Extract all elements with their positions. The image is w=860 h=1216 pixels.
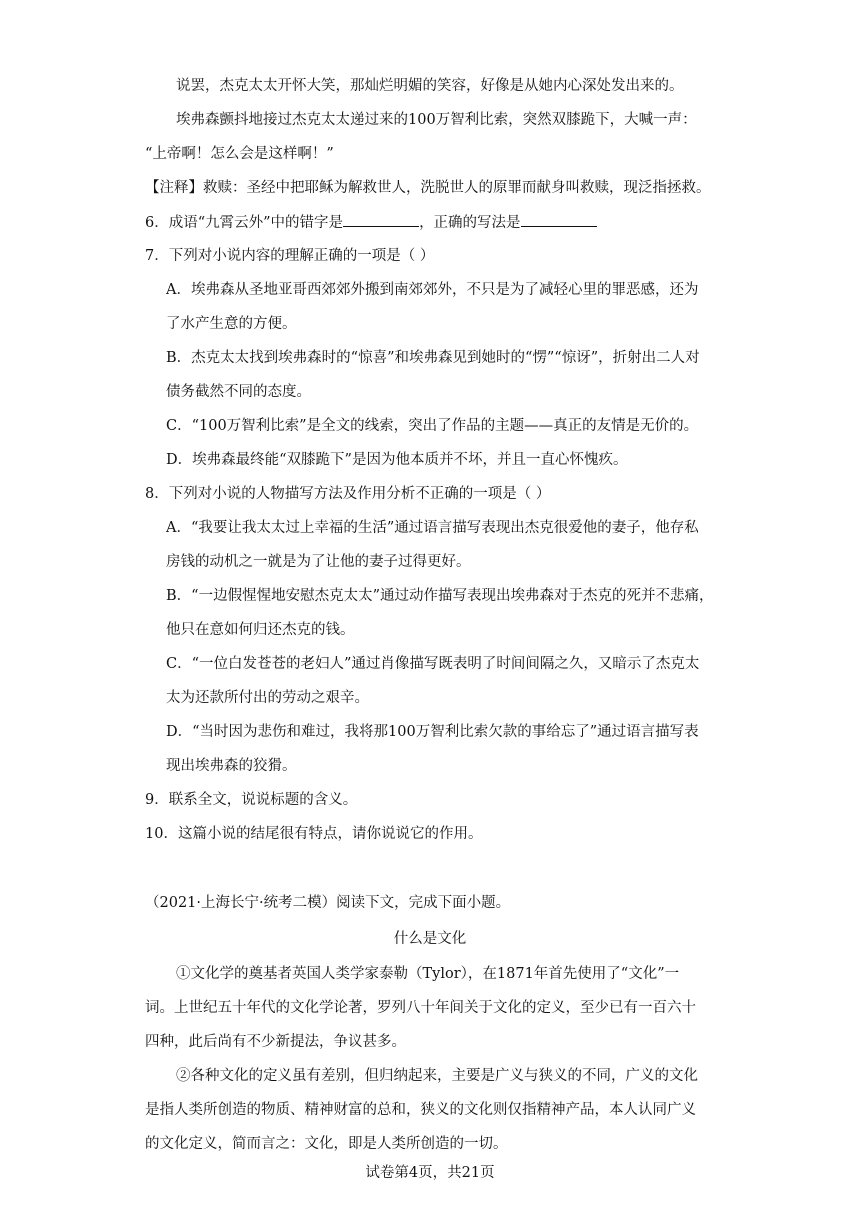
article-p2-line1: ②各种文化的定义虽有差别，但归纳起来，主要是广义与狭义的不同，广义的文化 [176,1068,698,1084]
article-p1-line2: 词。上世纪五十年代的文化学论著，罗列八十年间关于文化的定义，至少已有一百六十 [145,1000,696,1016]
answer-blank-2[interactable] [521,212,597,227]
section-instruction: 阅读下文，完成下面小题。 [336,895,511,911]
page-footer: 试卷第4页，共21页 [365,1165,495,1181]
question-10: 10．这篇小说的结尾很有特点，请你说说它的作用。 [145,826,483,842]
article-p2-line3: 的文化定义，简而言之：文化，即是人类所创造的一切。 [145,1136,508,1152]
question-8-option-d-line1: D．“当时因为悲伤和难过，我将那100万智利比索欠款的事给忘了”通过语言描写表 [166,724,699,740]
section-source: （2021·上海长宁·统考二模） [145,895,337,911]
article-title: 什么是文化 [393,931,467,947]
question-8-option-c-line2: 太为还款所付出的劳动之艰辛。 [166,690,369,706]
section-header [145,893,510,913]
question-6-part2: ，正确的写法是 [419,215,521,231]
question-8-option-b-line1: B．“一边假惺惺地安慰杰克太太”通过动作描写表现出埃弗森对于杰克的死并不悲痛， [166,588,714,604]
question-8-option-d-line2: 现出埃弗森的狡猾。 [166,758,297,774]
answer-blank-1[interactable] [343,212,419,227]
question-7-option-b-line2: 债务截然不同的态度。 [166,384,311,400]
question-8-option-a-line2: 房钱的动机之一就是为了让他的妻子过得更好。 [166,554,471,570]
question-7-option-c: C．“100万智利比索”是全文的线索，突出了作品的主题——真正的友情是无价的。 [166,418,699,434]
annotation-note: 【注释】救赎：圣经中把耶稣为解救世人，洗脱世人的原罪而献身叫救赎，现泛指拯救。 [145,180,711,196]
question-6 [145,212,597,233]
question-8-stem: 8．下列对小说的人物描写方法及作用分析不正确的一项是（ ） [145,486,551,502]
question-7-option-a-line2: 了水产生意的方便。 [166,316,297,332]
article-p1-line1: ①文化学的奠基者英国人类学家泰勒（Tylor），在1871年首先使用了“文化”一 [176,966,680,982]
question-7-option-b-line1: B．杰克太太找到埃弗森时的“惊喜”和埃弗森见到她时的“愣”“惊讶”，折射出二人对 [166,350,700,366]
article-p1-line3: 四种，此后尚有不少新提法，争议甚多。 [145,1034,406,1050]
question-9: 9．联系全文，说说标题的含义。 [145,792,358,808]
question-8-option-a-line1: A．“我要让我太太过上幸福的生活”通过语言描写表现出杰克很爱他的妻子，他存私 [166,520,699,536]
story-line-1: 说罢，杰克太太开怀大笑，那灿烂明媚的笑容，好像是从她内心深处发出来的。 [176,78,684,94]
article-p2-line2: 是指人类所创造的物质、精神财富的总和，狭义的文化则仅指精神产品，本人认同广义 [145,1102,696,1118]
question-6-part1: 6．成语“九霄云外”中的错字是 [145,215,344,231]
question-7-stem: 7．下列对小说内容的理解正确的一项是（ ） [145,248,435,264]
question-7-option-a-line1: A．埃弗森从圣地亚哥西郊郊外搬到南郊郊外，不只是为了减轻心里的罪恶感，还为 [166,282,699,298]
question-8-option-b-line2: 他只在意如何归还杰克的钱。 [166,622,355,638]
question-7-option-d: D．埃弗森最终能“双膝跪下”是因为他本质并不坏，并且一直心怀愧疚。 [166,452,628,468]
story-line-3: “上帝啊！怎么会是这样啊！” [145,146,334,162]
question-8-option-c-line1: C．“一位白发苍苍的老妇人”通过肖像描写既表明了时间间隔之久，又暗示了杰克太 [166,656,700,672]
story-line-2: 埃弗森颤抖地接过杰克太太递过来的100万智利比索，突然双膝跪下，大喊一声： [176,112,697,128]
